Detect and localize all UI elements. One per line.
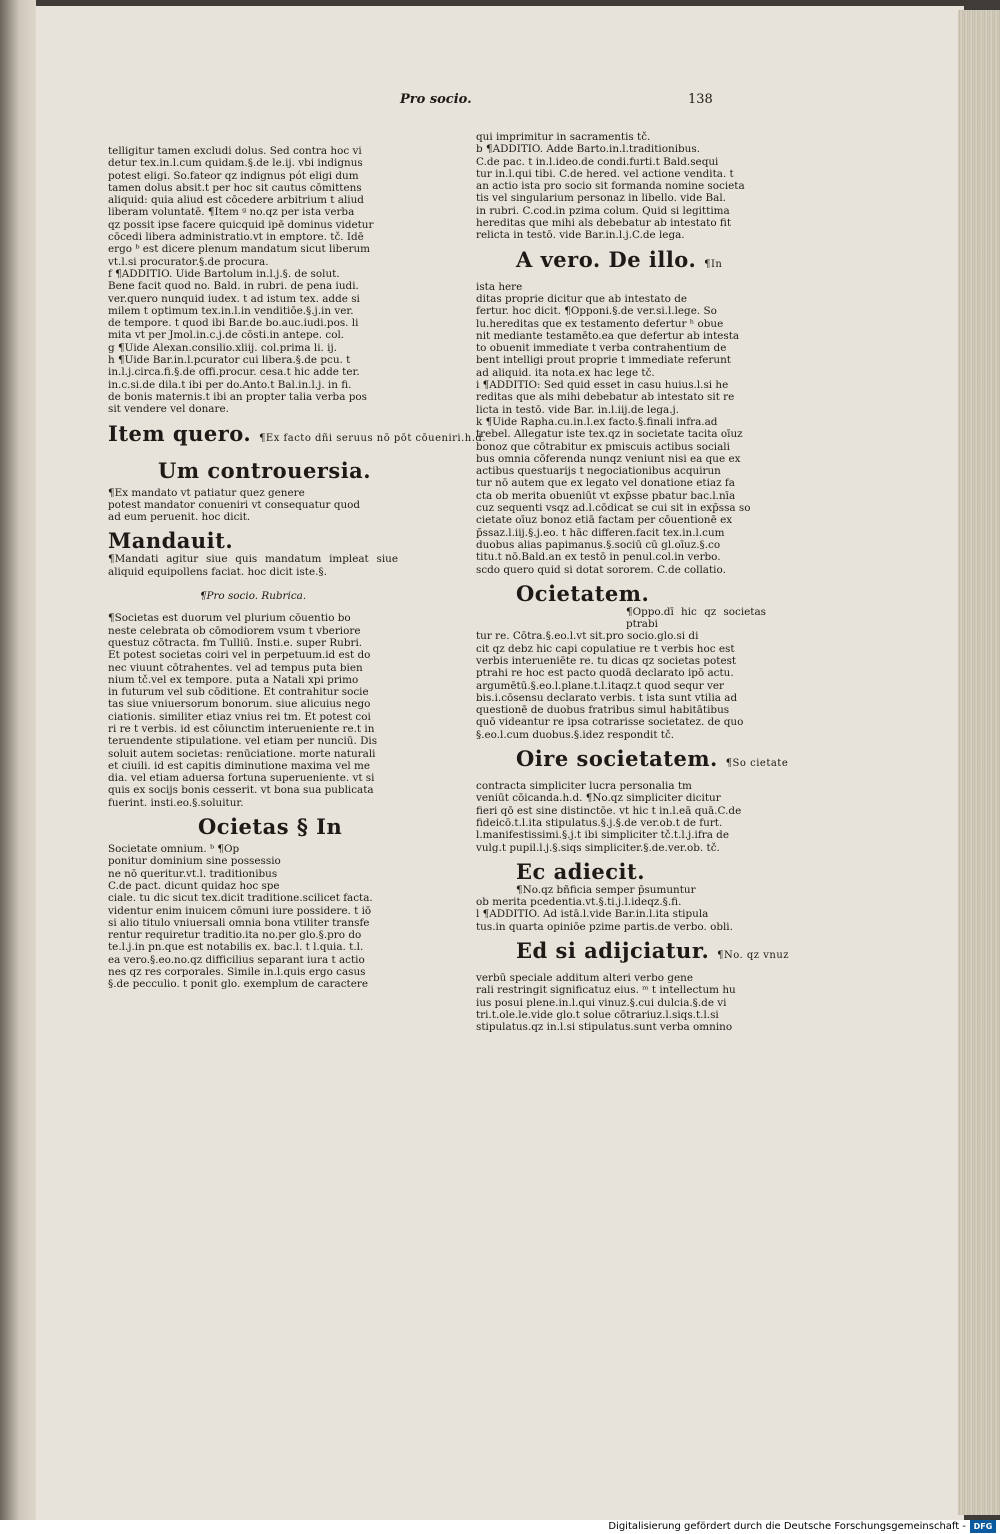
text-line: fieri qō est sine distinctōe. vt hic t in.l.eā quā.C.de <box>476 804 742 817</box>
text-line: verbū speciale additum alteri verbo gene <box>476 972 693 985</box>
text-line: veniūt cōicanda.h.d. ¶No.qz simpliciter dicitur <box>476 792 721 805</box>
section-heading-mandauit: Mandauit. <box>108 528 234 554</box>
text-line: nes qz res corporales. Simile in.l.quis ergo casus <box>108 966 366 979</box>
text-line: milem t optimum tex.in.l.in venditiōe.§.j.in ver. <box>108 304 354 317</box>
text-line: titu.t nō.Bald.an ex testō in penul.col.in verbo. <box>476 551 721 564</box>
text-line: ergo ᵇ est dicere plenum mandatum sicut liberum <box>108 243 370 256</box>
text-line: cta ob merita obueniūt vt exp̄sse pbatur bac.l.nīa <box>476 489 736 502</box>
heading-note: ¶No. qz vnuz <box>717 950 790 962</box>
text-line: to obuenit immediate t verba contrahentium de <box>476 342 727 355</box>
left-column-text-1 <box>108 145 398 416</box>
text-line: cit qz debz hic capi copulatiue re t verbis hoc est <box>476 642 735 655</box>
right-column-text-1 <box>476 131 766 242</box>
text-line: ea vero.§.eo.no.qz difficilius separant iura t actio <box>108 953 365 966</box>
rubric-pro-socio: ¶Pro socio. Rubrica. <box>199 590 307 603</box>
text-line: qui imprimitur in sacramentis tč. <box>476 131 651 143</box>
text-line: nium tč.vel ex tempore. puta a Natali xpi primo <box>108 673 359 686</box>
text-line: questionē de duobus fratribus simul habitātibus <box>476 704 730 717</box>
text-line: bus omnia cōferenda nunqz veniunt nisi ea que ex <box>476 452 741 465</box>
text-line: tur re. Cōtra.§.eo.l.vt sit.pro socio.glo.si di <box>476 630 699 643</box>
text-line: ne nō queritur.vt.l. traditionibus <box>108 867 278 880</box>
text-line: videntur enim inuicem cōmuni iure possidere. t iō <box>108 904 372 917</box>
heading-note: ¶So cietate <box>725 758 789 770</box>
text-line: mita vt per Jmol.in.c.j.de cōsti.in antepe. col. <box>108 329 345 342</box>
right-column <box>476 131 790 1034</box>
text-line: k ¶Uide Rapha.cu.in.l.ex facto.§.finali infra.ad <box>476 415 718 428</box>
text-line: l ¶ADDITIO. Ad istā.l.vide Bar.in.l.ita stipula <box>476 908 709 921</box>
text-line: argumētū.§.eo.l.plane.t.l.itaqz.t quod sequr ver <box>476 679 724 692</box>
text-line: vt.l.si procurator.§.de procura. <box>108 255 269 268</box>
text-line: ad aliquid. ita nota.ex hac lege tč. <box>476 366 655 379</box>
text-line: de tempore. t quod ibi Bar.de bo.auc.iudi.pos. li <box>108 317 359 330</box>
text-line: tus.in quarta opiniōe pzime partis.de verbo. obli. <box>476 920 733 933</box>
section-heading-controuersia: Um controuersia. <box>158 457 372 483</box>
text-line: bis.i.cōsensu declarato verbis. t ista sunt vtilia ad <box>476 691 738 704</box>
section-heading-item-quero: Item quero. ¶Ex facto dñi seruus nō pōt cōueniri.h.d. <box>108 420 486 446</box>
text-line: tis vel singularium personaz in libello. vide Bal. <box>476 192 726 205</box>
text-line: ri re t verbis. id est cōiunctim interueniente re.t in <box>108 722 375 735</box>
section-heading-societatem: Ocietatem. <box>516 580 650 606</box>
text-line: ponitur dominium sine possessio <box>108 855 281 868</box>
text-line: ¶Ex mandato vt patiatur quez genere <box>108 486 305 499</box>
text-line: ver.quero nunquid iudex. t ad istum tex. adde si <box>108 292 360 305</box>
text-line: verbis interueniēte re. tu dicas qz societas potest <box>476 654 737 667</box>
right-column-text-3 <box>476 630 766 741</box>
left-column <box>108 145 486 991</box>
text-line: de bonis maternis.t ibi an propter talia verba pos <box>108 390 367 403</box>
text-line: rentur requiretur traditio.ita no.per glo.§.pro do <box>108 929 362 942</box>
text-line: ditas proprie dicitur que ab intestato de <box>476 292 688 305</box>
section-heading-societas: Ocietas § In <box>198 814 343 840</box>
text-line: bent intelligi prout proprie t immediate referunt <box>476 354 731 367</box>
text-line: cietate oīuz bonoz etiā factam per cōuentionē ex <box>476 514 733 527</box>
text-line: relicta in testō. vide Bar.in.l.j.C.de lega. <box>476 229 685 242</box>
text-line: hereditas que mihi als debebatur ab intestato fit <box>476 217 731 230</box>
text-line: f ¶ADDITIO. Uide Bartolum in.l.j.§. de solut. <box>108 267 340 280</box>
text-line: telligitur tamen excludi dolus. Sed contra hoc vi <box>108 145 362 157</box>
text-line: ptrahi re hoc est pacto quodā declarato ipō actu. <box>476 667 734 680</box>
text-line: ob merita pcedentia.vt.§.ti.j.l.ideqz.§.fi. <box>476 896 682 909</box>
text-line: fideicō.t.l.ita stipulatus.§.j.§.de ver.ob.t de furt. <box>476 816 723 829</box>
text-line: Societate omnium. ᵇ ¶Op <box>108 843 240 856</box>
text-line: cōcedi libera administratio.vt in emptore. tč. Idē <box>108 231 364 244</box>
text-line: licta in testō. vide Bar. in.l.iij.de lega.j. <box>476 403 680 416</box>
heading-note: ¶Ex facto dñi seruus nō pōt cōueniri.h.d. <box>259 432 486 444</box>
left-column-text-4 <box>108 843 398 991</box>
text-line: actibus questuarijs t negociationibus acquirun <box>476 465 721 478</box>
text-line: tur nō autem que ex legato vel donatione etiaz fa <box>476 477 735 490</box>
text-line: h ¶Uide Bar.in.l.pcurator cui libera.§.de pcu. t <box>108 354 351 367</box>
text-line: detur tex.in.l.cum quidam.§.de le.ij. vbi indignus <box>108 157 363 170</box>
text-line: cuz sequenti vsqz ad.l.cōdicat se cui sit in exp̄ssa so <box>476 502 751 515</box>
section-heading-ec-adiecit: Ec adiecit. <box>516 858 646 884</box>
text-line: ista here <box>476 280 523 293</box>
text-line: potest eligi. So.fateor qz indignus pót eligi dum <box>108 169 359 182</box>
text-line: quō videantur re ipsa cotrarisse societatez. de quo <box>476 716 744 729</box>
text-line: dia. vel etiam aduersa fortuna superueniente. vt si <box>108 772 375 785</box>
text-line: i ¶ADDITIO: Sed quid esset in casu huius.l.si he <box>476 379 729 392</box>
text-line: quis ex socijs bonis cesserit. vt bona sua publicata <box>108 784 374 797</box>
text-line: ad eum peruenit. hoc dicit. <box>108 511 251 524</box>
text-line: tas siue vniuersorum bonorum. siue alicuius nego <box>108 698 371 711</box>
right-column-text-6 <box>476 972 766 1033</box>
text-line: ciationis. similiter etiaz vnius rei tm. Et potest coi <box>108 710 371 723</box>
running-title: Pro socio. <box>400 92 472 107</box>
text-line: trebel. Allegatur iste tex.qz in societate tacita oīuz <box>476 428 743 441</box>
text-line: reditas que als mihi debebatur ab intestato sit re <box>476 391 735 404</box>
text-line: soluit autem societas: renūciatione. morte naturali <box>108 747 376 760</box>
heading-note-ec-adiecit: ¶No.qz bñficia semper p̄sumuntur <box>516 883 696 896</box>
text-line: p̄ssaz.l.iij.§.j.eo. t hāc differen.facit tex.in.l.cum <box>476 526 725 539</box>
section-heading-vero-de-illo: A vero. De illo. ¶In <box>516 246 723 272</box>
text-line: potest mandator conueniri vt consequatur quod <box>108 498 361 511</box>
text-line: §.de pecculio. t ponit glo. exemplum de caractere <box>108 978 368 991</box>
text-line: qz possit ipse facere quicquid ipē dominus videtur <box>108 218 374 231</box>
text-line: fuerint. insti.eo.§.soluitur. <box>108 796 244 809</box>
text-line: tri.t.ole.le.vide glo.t solue cōtrariuz.l.siqs.t.l.si <box>476 1008 719 1021</box>
right-column-text-2 <box>476 281 766 576</box>
text-line: et ciuili. id est capitis diminutione maxima vel me <box>108 759 371 772</box>
text-line: stipulatus.qz in.l.si stipulatus.sunt verba omnino <box>476 1021 733 1034</box>
text-line: tamen dolus absit.t per hoc sit cautus cōmittens <box>108 181 362 194</box>
text-line: nec viuunt cōtrahentes. vel ad tempus puta bien <box>108 661 363 674</box>
text-line: scdo quero quid si dotat sororem. C.de collatio. <box>476 563 726 576</box>
text-line: in futurum vel sub cōditione. Et contrahitur socie <box>108 686 369 699</box>
heading-note: ¶In <box>704 258 723 270</box>
heading-note-societatem: ¶Oppo.dī hic qz societas ptrabi <box>626 605 766 631</box>
text-line: bonoz que cōtrabitur ex pmiscuis actibus sociali <box>476 440 730 453</box>
section-heading-oire-societatem: Oire societatem. ¶So cietate <box>516 746 789 772</box>
text-line: §.eo.l.cum duobus.§.idez respondit tč. <box>476 728 675 741</box>
text-line: fertur. hoc dicit. ¶Opponi.§.de ver.si.l.lege. So <box>476 305 717 318</box>
text-line: vulg.t pupil.l.j.§.siqs simpliciter.§.de.ver.ob. tč. <box>476 841 720 854</box>
digitization-credit: Digitalisierung gefördert durch die Deutsche Forschungsgemeinschaft - <box>608 1521 966 1532</box>
left-column-text-3 <box>108 612 398 809</box>
text-line: liberam voluntatē. ¶Item ᵍ no.qz per ista verba <box>108 206 355 219</box>
text-line: si alio titulo vniuersali omnia bona vtiliter transfe <box>108 916 370 929</box>
text-line: aliquid: quia aliud est cōcedere arbitrium t aliud <box>108 194 364 207</box>
text-line: tur in.l.qui tibi. C.de hered. vel actione vendita. t <box>476 167 734 180</box>
text-line: b ¶ADDITIO. Adde Barto.in.l.traditionibus. <box>476 143 700 156</box>
text-line: neste celebrata ob cōmodiorem vsum t vberiore <box>108 624 361 637</box>
text-line: in rubri. C.cod.in pzima colum. Quid si legittima <box>476 204 730 217</box>
text-line: ciale. tu dic sicut tex.dicit traditione.scilicet facta. <box>108 892 373 905</box>
text-line: Bene facit quod no. Bald. in rubri. de pena iudi. <box>108 280 359 293</box>
section-heading-ed-si-adijciatur: Ed si adijciatur. ¶No. qz vnuz <box>516 938 790 964</box>
text-line: ius posui plene.in.l.qui vinuz.§.cui dulcia.§.de vi <box>476 996 727 1009</box>
facing-page-edge <box>0 0 36 1520</box>
page-number: 138 <box>688 92 713 107</box>
text-line: questuz cōtracta. fm Tulliū. Insti.e. super Rubri. <box>108 636 363 649</box>
text-line: sit vendere vel donare. <box>108 403 229 416</box>
text-line: nit mediante testamēto.ea que defertur ab intesta <box>476 329 740 342</box>
right-column-text-5 <box>476 896 766 933</box>
text-line: in.l.j.circa.fi.§.de offi.procur. cesa.t hic adde ter. <box>108 366 360 379</box>
text-line: duobus alias papimanus.§.sociū cū gl.oīuz.§.co <box>476 538 721 551</box>
text-line: Et potest societas coiri vel in perpetuum.id est do <box>108 649 371 662</box>
text-line: teruendente stipulatione. vel etiam per nunciū. Dis <box>108 735 378 748</box>
page-stack-edge <box>958 10 1000 1515</box>
text-line: te.l.j.in pn.que est notabilis ex. bac.l. t l.quia. t.l. <box>108 941 364 954</box>
text-line: ¶Societas est duorum vel plurium cōuentio bo <box>108 612 351 625</box>
text-line: g ¶Uide Alexan.consilio.xliij. col.prima li. ij. <box>108 341 337 354</box>
dfg-logo: DFG <box>970 1520 996 1533</box>
text-line: C.de pac. t in.l.ideo.de condi.furti.t Bald.sequi <box>476 155 719 168</box>
text-line: rali restringit significatuz eius. ᵐ t intellectum hu <box>476 984 736 997</box>
text-line: C.de pact. dicunt quidaz hoc spe <box>108 879 280 892</box>
text-line: contracta simpliciter lucra personalia tm <box>476 780 692 793</box>
text-line: lu.hereditas que ex testamento defertur ʰ obue <box>476 317 724 330</box>
text-line: l.manifestissimi.§.j.t ibi simpliciter tč.t.l.j.ifra de <box>476 829 729 842</box>
text-line: in.c.si.de dila.t ibi per do.Anto.t Bal.in.l.j. in fi. <box>108 378 352 391</box>
left-column-text-2 <box>108 487 398 524</box>
right-column-text-4 <box>476 780 766 854</box>
text-line: an actio ista pro socio sit formanda nomine societa <box>476 180 745 193</box>
heading-note-mandauit: ¶Mandati agitur siue quis mandatum impleat siue aliquid equipollens faciat. hoc dicit iste.§. <box>108 553 398 578</box>
